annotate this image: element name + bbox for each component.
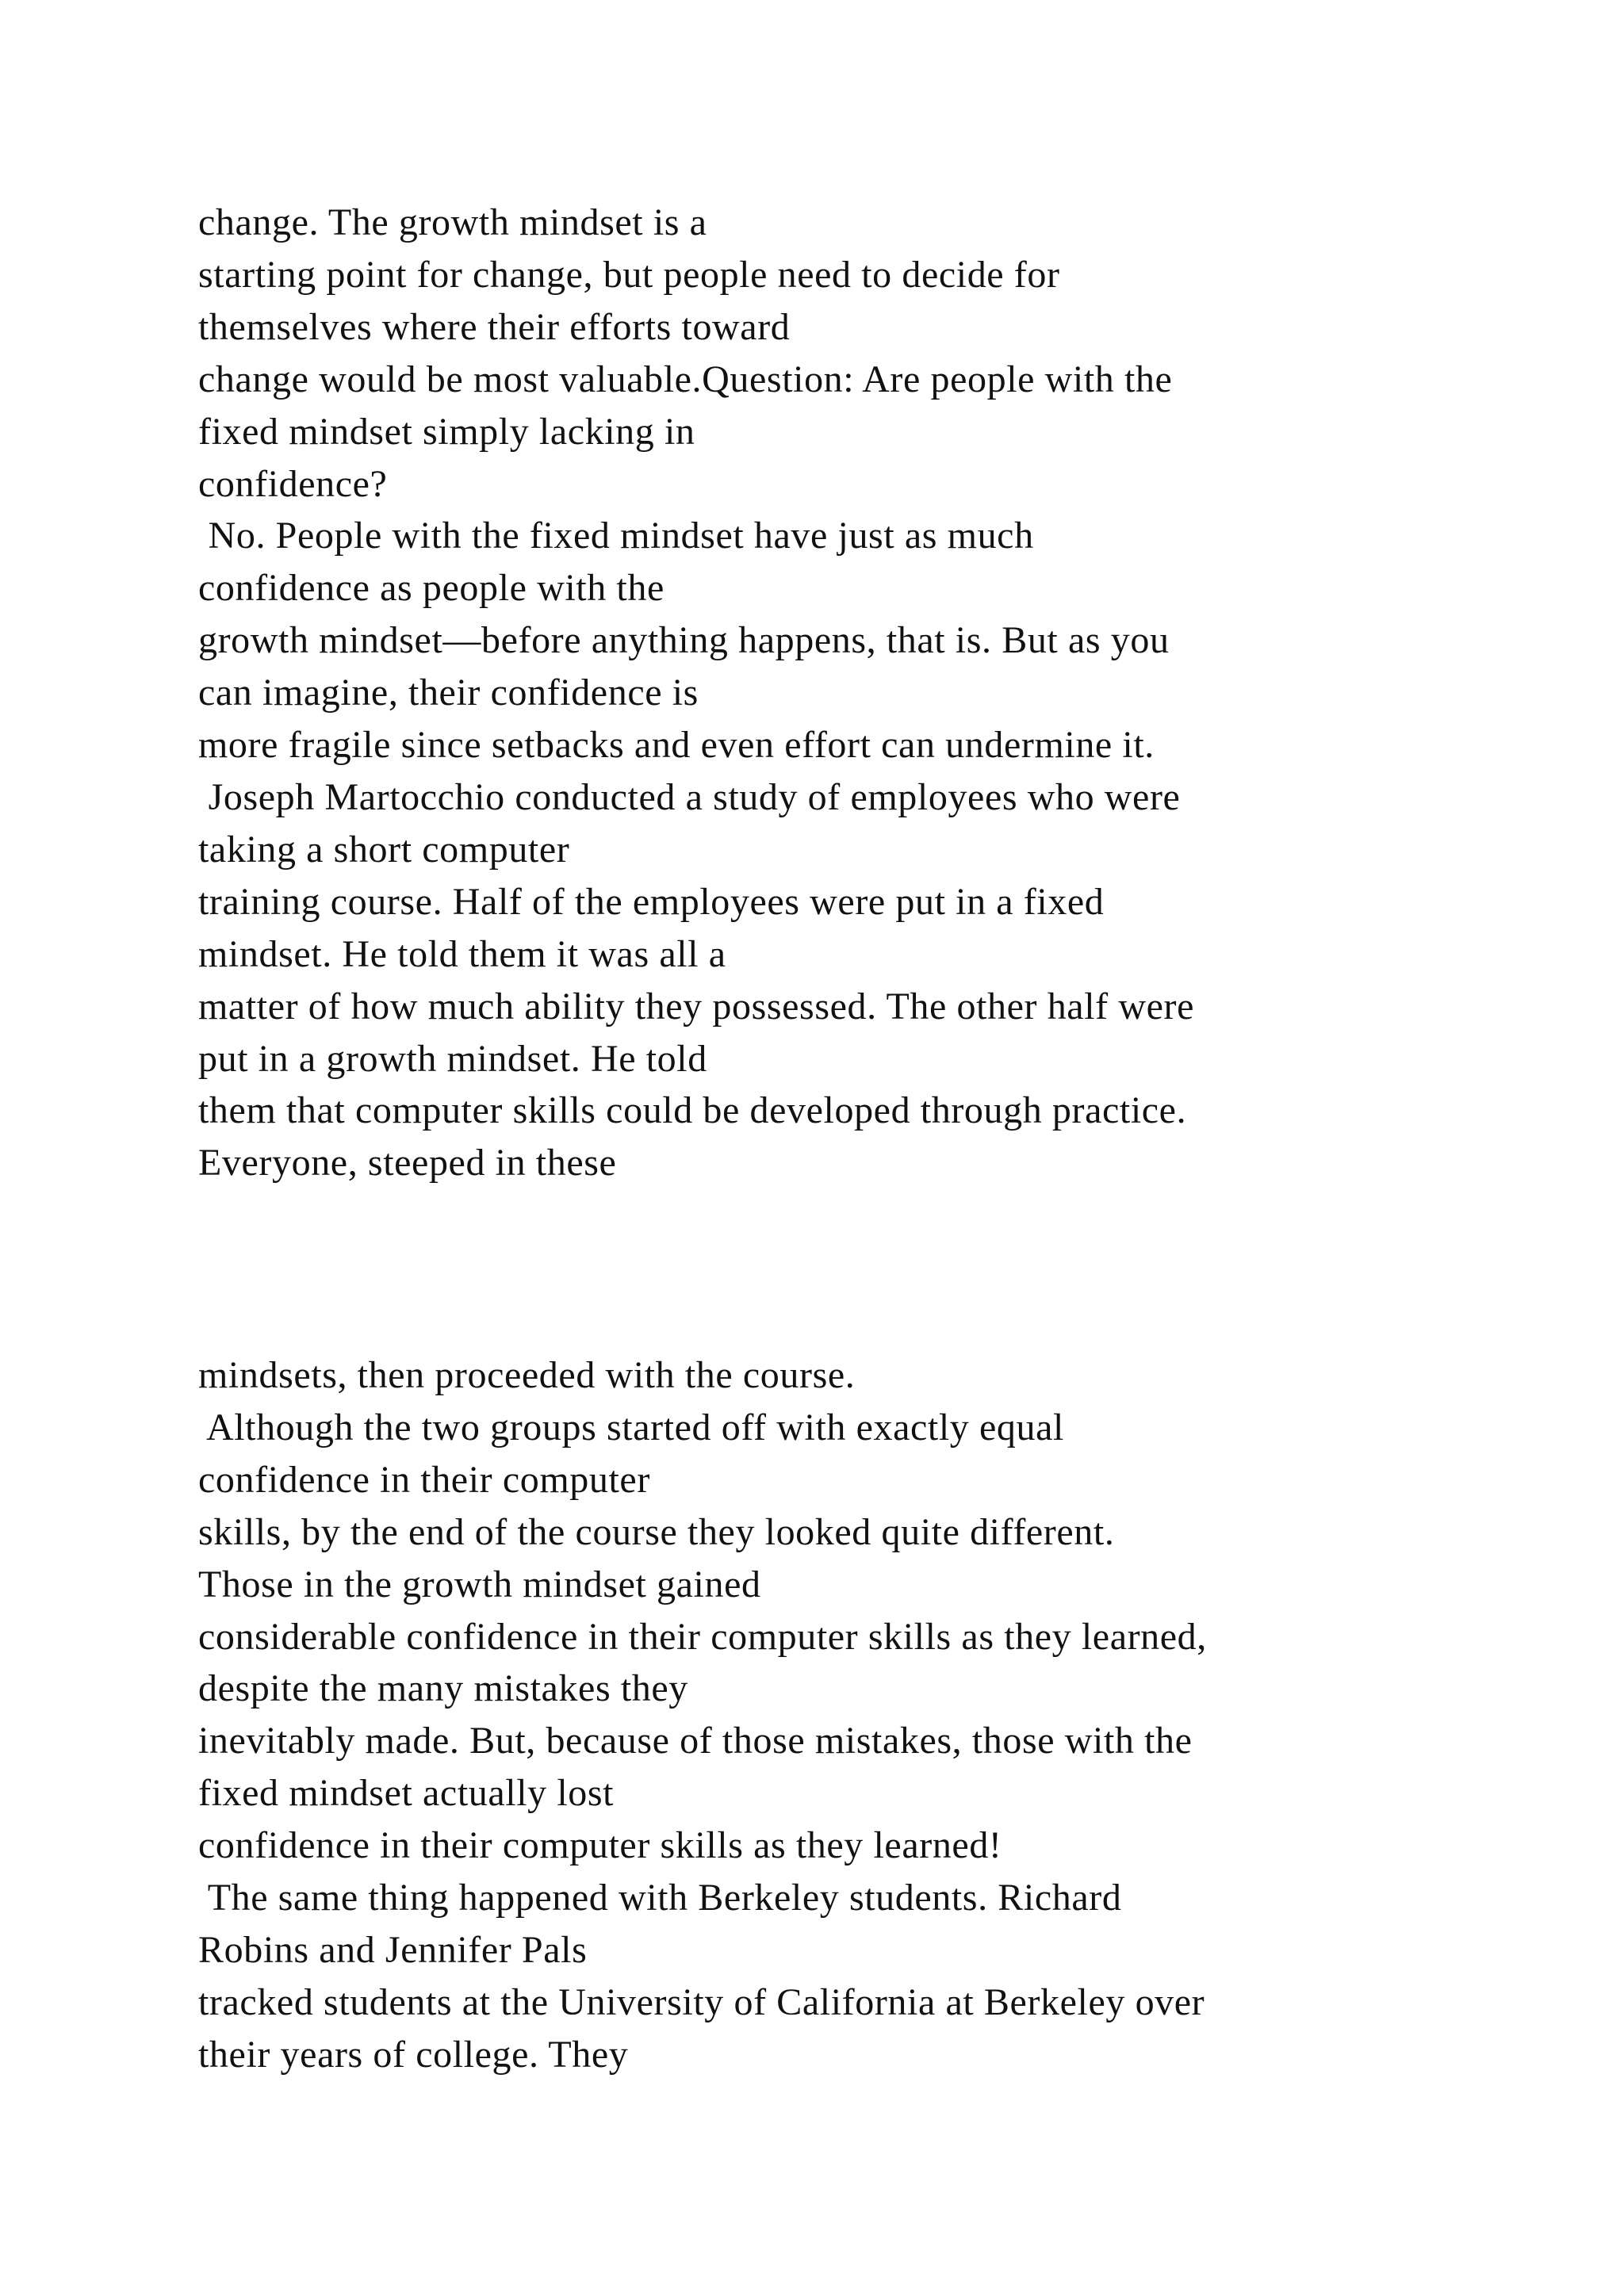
text-line: taking a short computer xyxy=(198,828,570,871)
text-line: training course. Half of the employees were put in a fixed xyxy=(198,880,1105,923)
text-line: fixed mindset simply lacking in xyxy=(198,410,695,453)
text-line: despite the many mistakes they xyxy=(198,1667,688,1710)
text-line: tracked students at the University of California at Berkeley over xyxy=(198,1980,1205,2023)
text-line: their years of college. They xyxy=(198,2033,629,2076)
text-line: Although the two groups started off with exactly equal xyxy=(198,1406,1064,1448)
text-line: No. People with the fixed mindset have just as much xyxy=(198,515,1034,557)
text-block-bottom xyxy=(198,1349,1546,2081)
text-line: growth mindset—before anything happens, that is. But as you xyxy=(198,619,1170,662)
text-block-top xyxy=(198,197,1546,1189)
text-line: confidence as people with the xyxy=(198,567,665,610)
text-line: matter of how much ability they possessed. The other half were xyxy=(198,985,1194,1027)
text-line: Robins and Jennifer Pals xyxy=(198,1928,588,1971)
text-line: confidence? xyxy=(198,462,388,505)
text-line: Everyone, steeped in these xyxy=(198,1142,617,1184)
text-line: fixed mindset actually lost xyxy=(198,1772,615,1815)
text-line: Those in the growth mindset gained xyxy=(198,1563,761,1605)
text-line: can imagine, their confidence is xyxy=(198,672,699,714)
text-line: them that computer skills could be developed through practice. xyxy=(198,1089,1187,1132)
text-line: confidence in their computer xyxy=(198,1458,650,1501)
text-line: skills, by the end of the course they looked quite different. xyxy=(198,1510,1115,1553)
text-line: Joseph Martocchio conducted a study of employees who were xyxy=(198,775,1181,818)
text-line: change would be most valuable.Question: Are people with the xyxy=(198,358,1173,400)
text-line: themselves where their efforts toward xyxy=(198,305,791,348)
text-line: confidence in their computer skills as they learned! xyxy=(198,1824,1002,1867)
text-line: mindsets, then proceeded with the course. xyxy=(198,1354,856,1396)
text-line: considerable confidence in their computer skills as they learned, xyxy=(198,1615,1207,1658)
text-line: put in a growth mindset. He told xyxy=(198,1037,707,1080)
text-line: starting point for change, but people need to decide for xyxy=(198,253,1060,296)
text-line: more fragile since setbacks and even effort can undermine it. xyxy=(198,724,1155,767)
text-line: mindset. He told them it was all a xyxy=(198,932,726,975)
text-line: inevitably made. But, because of those mistakes, those with the xyxy=(198,1720,1193,1762)
text-line: change. The growth mindset is a xyxy=(198,201,707,243)
text-line: The same thing happened with Berkeley students. Richard xyxy=(198,1877,1122,1919)
